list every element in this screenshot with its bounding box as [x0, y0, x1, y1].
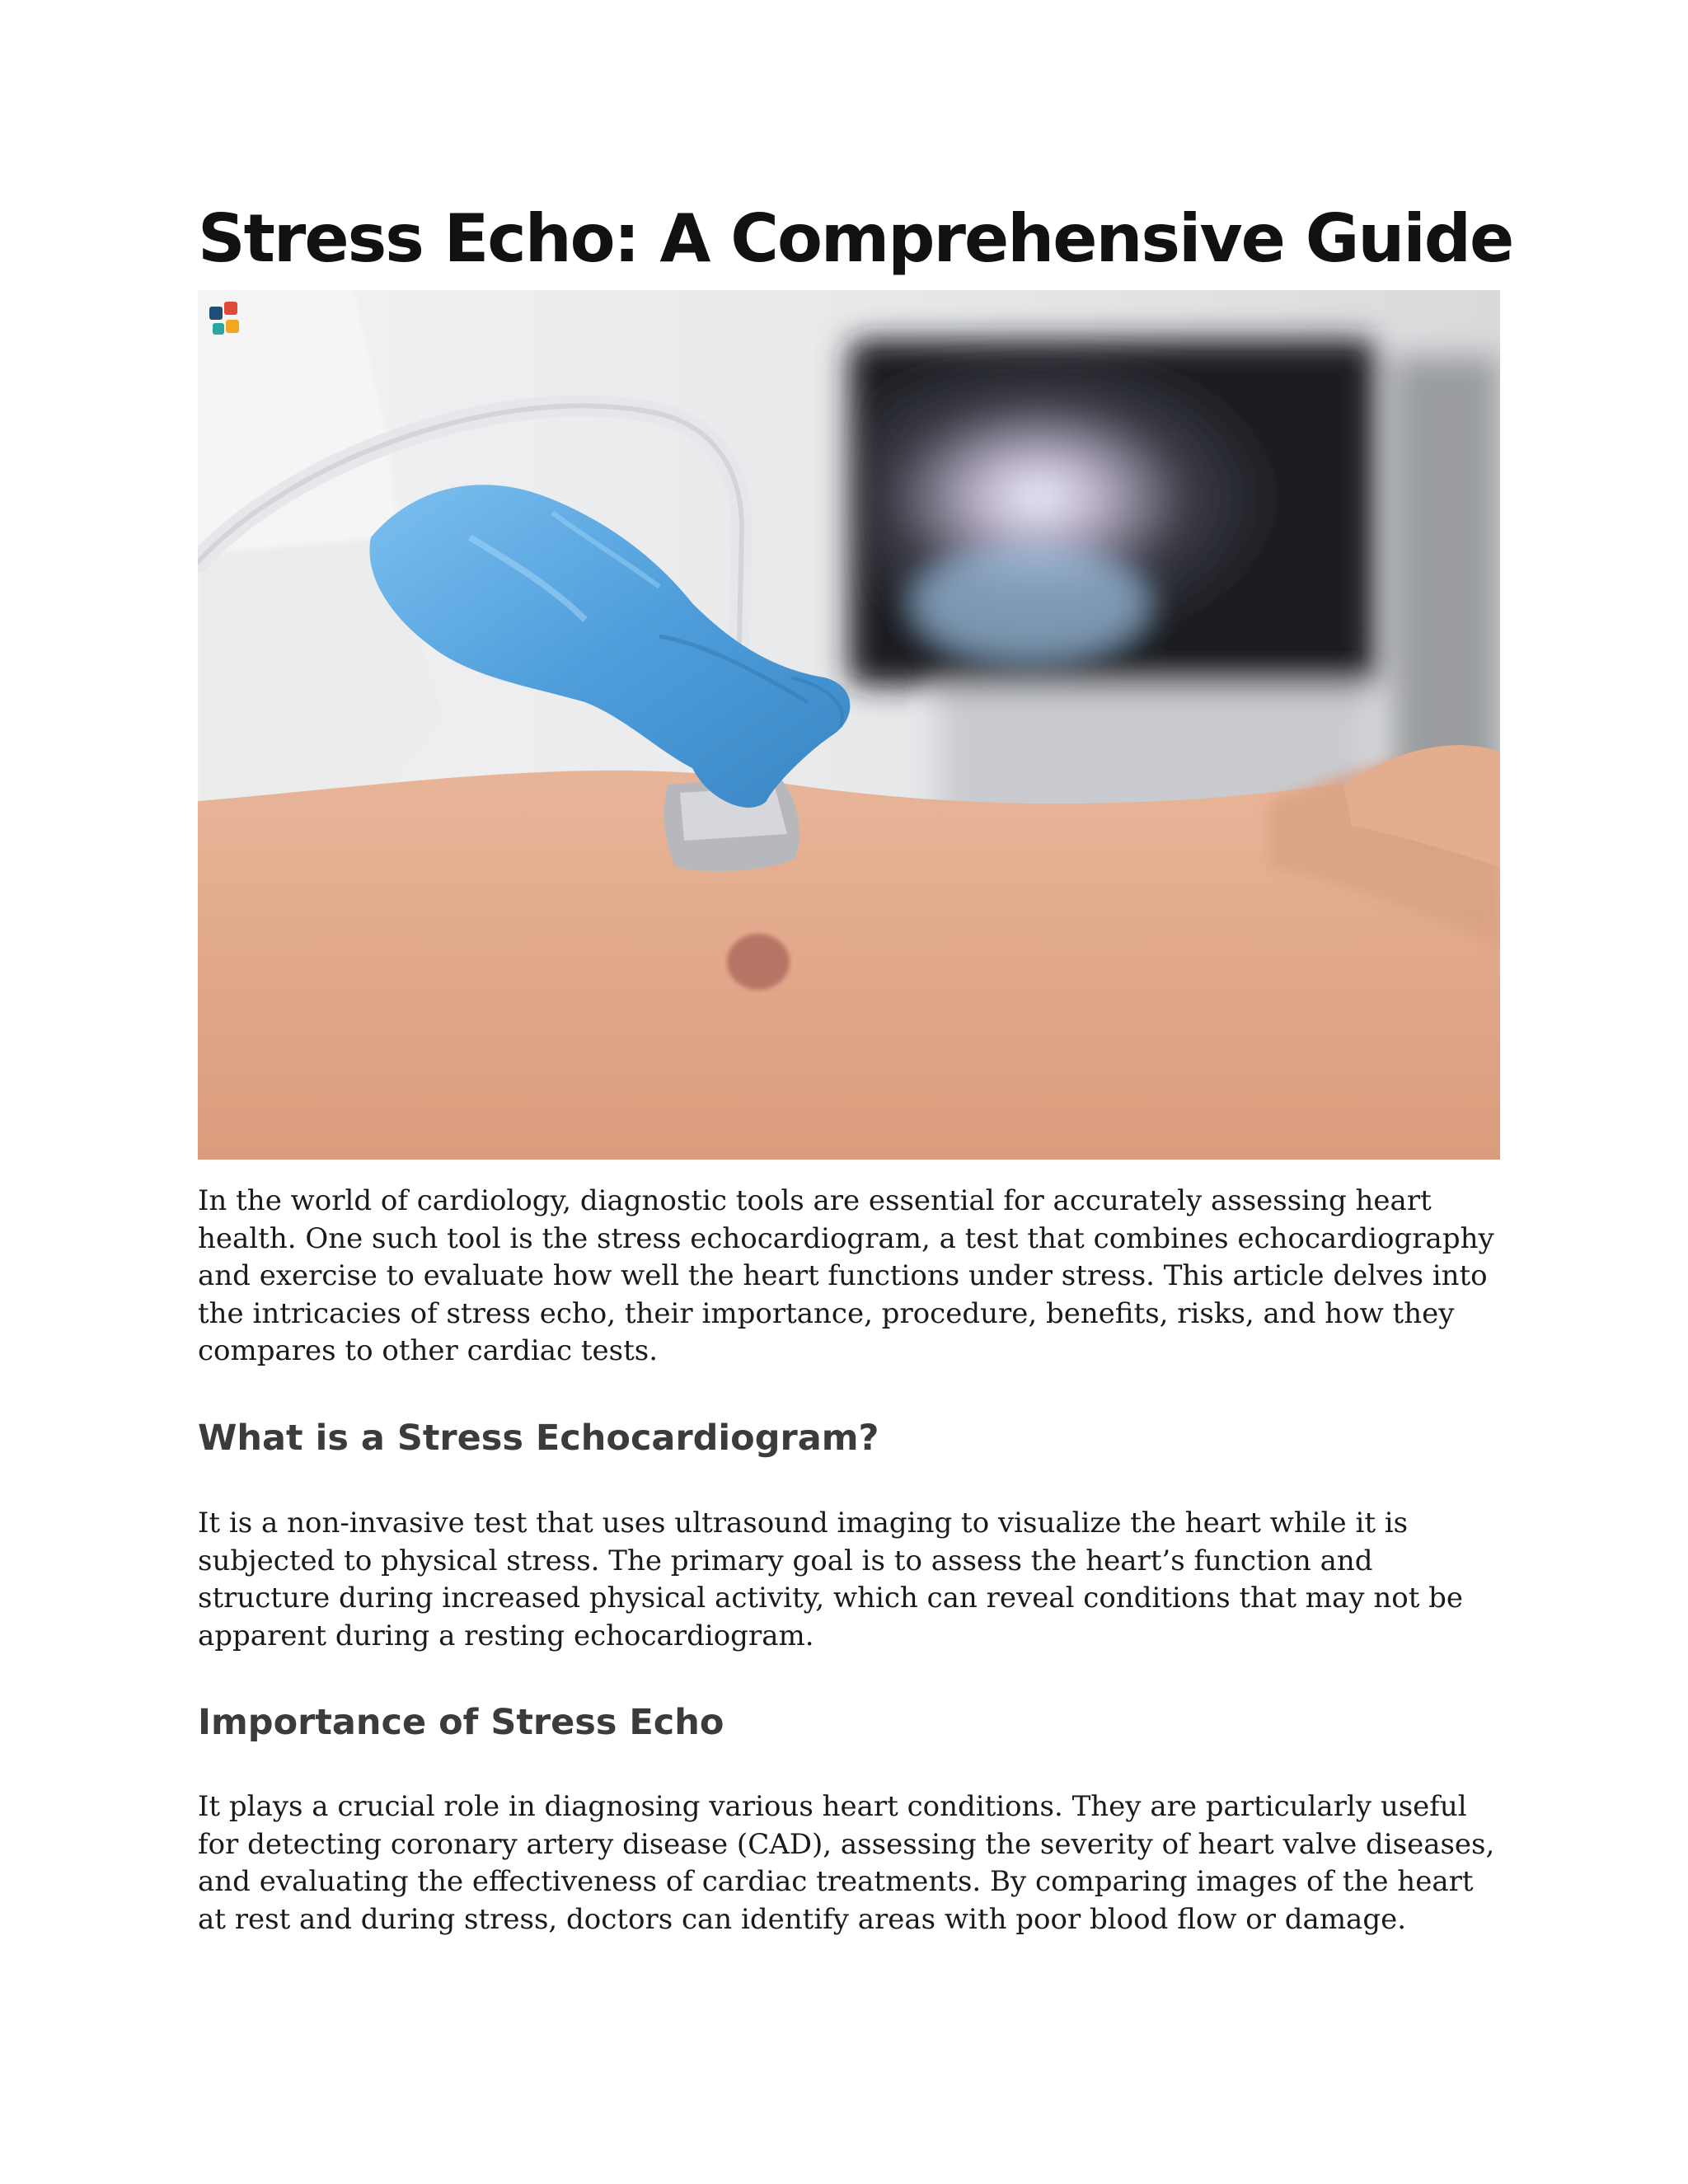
section-heading-what-is: What is a Stress Echocardiogram?	[198, 1418, 879, 1459]
section-paragraph-what-is: It is a non-invasive test that uses ultrasound imaging to visualize the heart while it is subjected to physical stress. The primary goal is to assess the heart’s function and structure during increased physical activity, which can reveal conditions that may not be apparent during a resting echocardiogram.	[198, 1507, 1464, 1652]
nipple-mark	[727, 934, 790, 990]
intro-paragraph: In the world of cardiology, diagnostic tools are essential for accurately assessing heart health. One such tool is the stress echocardiogram, a test that combines echocardiography and exercise to evaluate how well the heart functions under stress. This article delves into the intricacies of stress echo, their importance, procedure, benefits, risks, and how they compares to other cardiac tests.	[198, 1184, 1494, 1367]
hero-illustration	[198, 290, 1500, 1160]
hero-image	[198, 290, 1500, 1160]
section-paragraph-importance: It plays a crucial role in diagnosing various heart conditions. They are particularly useful for detecting coronary artery disease (CAD), assessing the severity of heart valve diseases, and evaluating the effectiveness of cardiac treatments. By comparing images of the heart at rest and during stress, doctors can identify areas with poor blood flow or damage.	[198, 1790, 1495, 1936]
page-title: Stress Echo: A Comprehensive Guide	[198, 200, 1513, 277]
title-block	[198, 198, 1513, 280]
section-heading-importance: Importance of Stress Echo	[198, 1702, 724, 1743]
